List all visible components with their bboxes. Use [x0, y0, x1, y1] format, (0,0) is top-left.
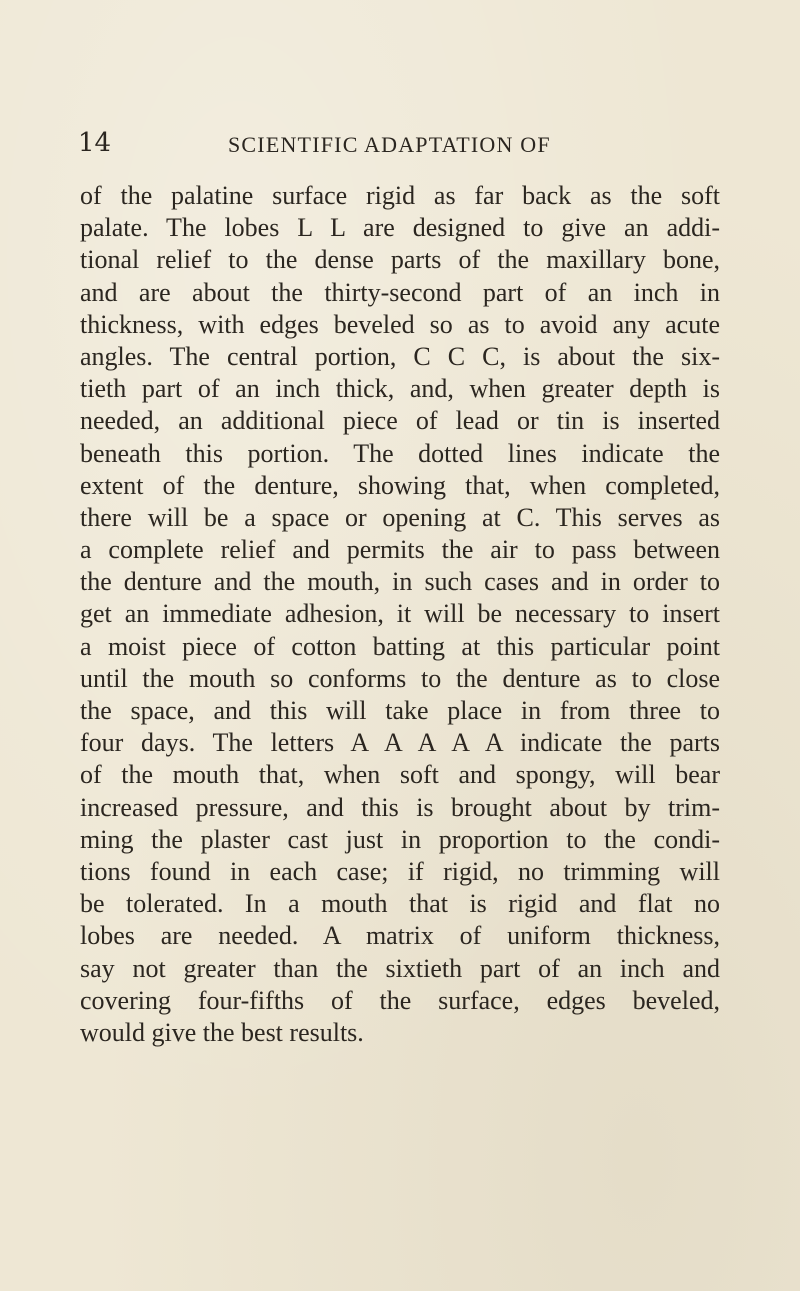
text-line: get an immediate adhesion, it will be necessary to insert	[80, 599, 720, 629]
text-line: thickness, with edges beveled so as to avoid any acute	[80, 309, 720, 339]
page-number: 14	[78, 128, 112, 158]
body-paragraph	[80, 180, 720, 1049]
text-line: increased pressure, and this is brought about by trim-	[80, 792, 720, 822]
text-line: covering four-fifths of the surface, edges beveled,	[80, 985, 720, 1015]
text-line: angles. The central portion, C C C, is about the six-	[80, 341, 720, 371]
text-line: beneath this portion. The dotted lines indicate the	[80, 438, 720, 468]
text-line: the denture and the mouth, in such cases and in order to	[80, 567, 720, 597]
text-line: of the palatine surface rigid as far back as the soft	[80, 181, 720, 210]
text-line: say not greater than the sixtieth part of an inch and	[80, 953, 720, 983]
text-line: the space, and this will take place in from three to	[80, 696, 720, 725]
running-head	[78, 128, 728, 158]
text-line: would give the best results.	[80, 1017, 364, 1047]
text-line: until the mouth so conforms to the denture as to close	[80, 663, 720, 693]
text-line: ming the plaster cast just in proportion to the condi-	[80, 824, 720, 854]
text-line: four days. The letters A A A A A indicate the parts	[80, 728, 720, 758]
text-line: a moist piece of cotton batting at this particular point	[80, 631, 720, 661]
text-line: tional relief to the dense parts of the maxillary bone,	[80, 245, 720, 275]
text-line: a complete relief and permits the air to pass between	[80, 535, 720, 565]
text-line: and are about the thirty-second part of an inch in	[80, 277, 720, 307]
text-line: of the mouth that, when soft and spongy, will bear	[80, 760, 720, 790]
text-line: be tolerated. In a mouth that is rigid and flat no	[80, 889, 720, 919]
text-line: palate. The lobes L L are designed to give an addi-	[80, 213, 720, 243]
text-line: tions found in each case; if rigid, no trimming will	[80, 856, 720, 886]
text-line: lobes are needed. A matrix of uniform thickness,	[80, 921, 720, 951]
text-line: tieth part of an inch thick, and, when greater depth is	[80, 374, 720, 404]
text-line: needed, an additional piece of lead or tin is inserted	[80, 406, 720, 436]
running-title: SCIENTIFIC ADAPTATION OF	[228, 132, 551, 157]
text-line: there will be a space or opening at C. This serves as	[80, 502, 720, 532]
text-line: extent of the denture, showing that, when completed,	[80, 470, 720, 500]
